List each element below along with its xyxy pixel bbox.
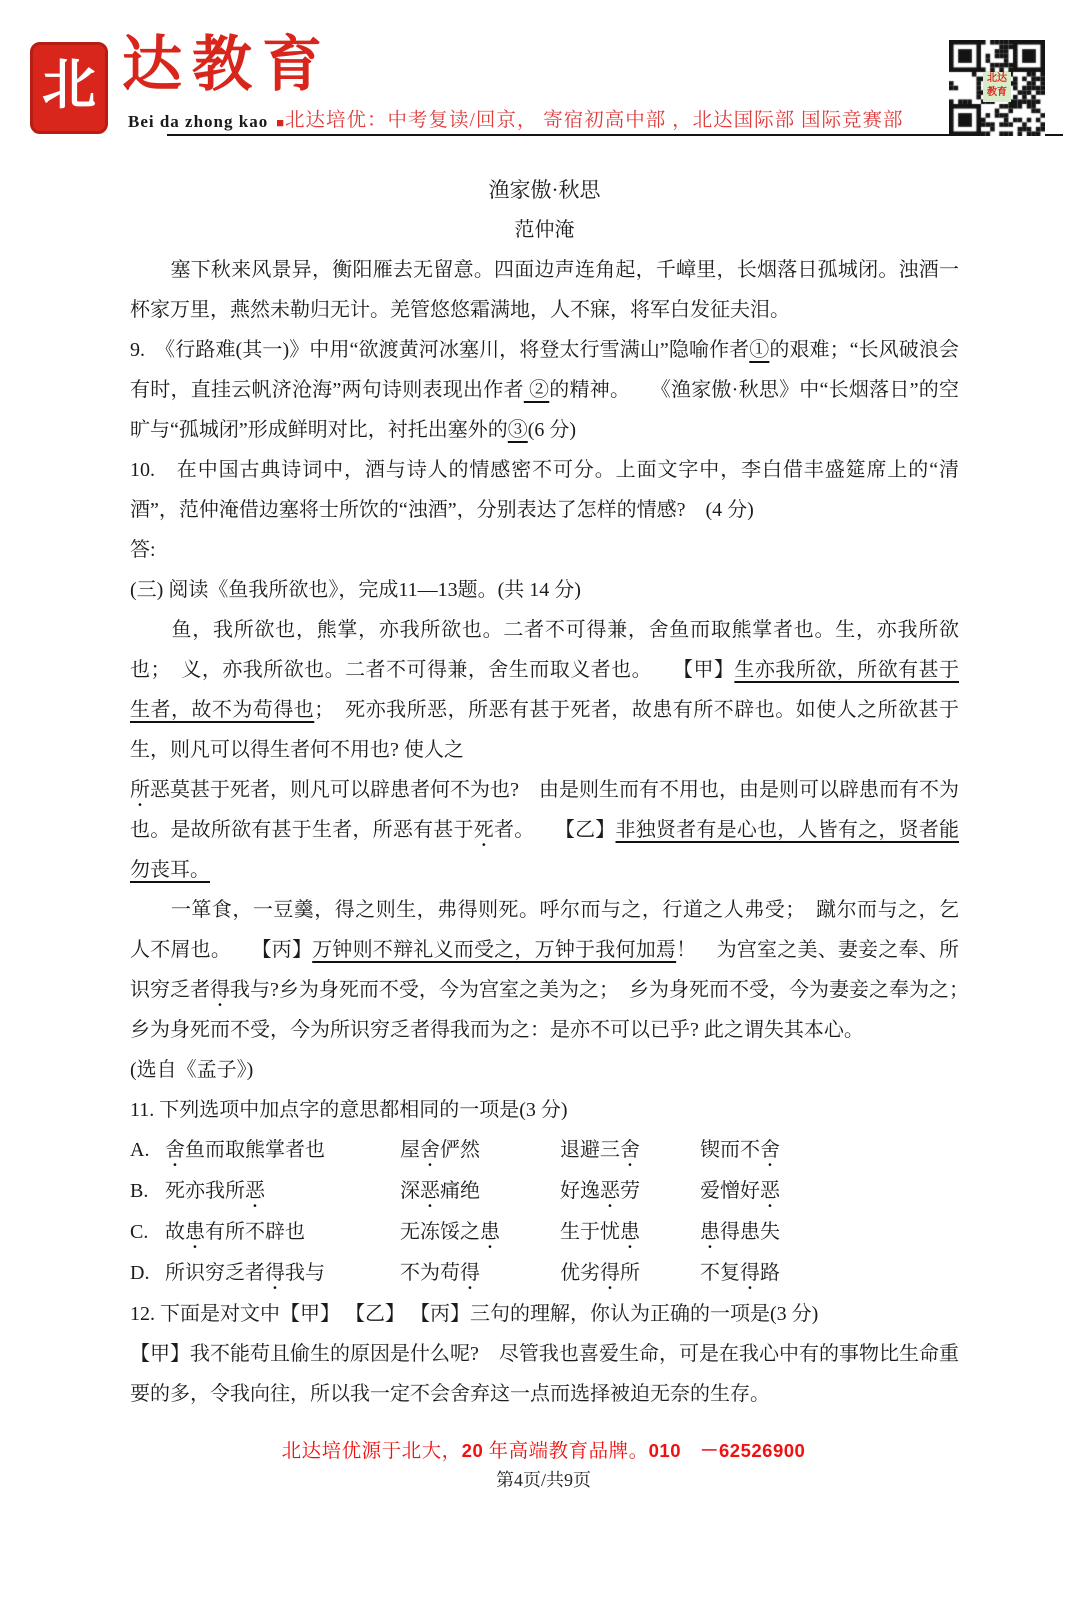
poem-text: 塞下秋来风景异，衡阳雁去无留意。四面边声连角起，千嶂里，长烟落日孤城闭。浊酒一杯家万里，燕然未勒归无计。羌管悠悠霜满地，人不寐，将军白发征夫泪。 bbox=[130, 259, 959, 321]
option-row-b bbox=[130, 1171, 959, 1212]
qr-code bbox=[949, 40, 1045, 136]
passage-paragraph-2: 所恶莫甚于死者，则凡可以辟患者何不为也? 由是则生而有不用也，由是则可以辟患而有不为也。是故所欲有甚于生者，所恶有甚于死者。 【乙】非独贤者有是心也，人皆有之，贤者能勿丧耳。 bbox=[130, 779, 960, 881]
passage-source: (选自《孟子》) bbox=[130, 1059, 254, 1081]
option-phrase: 患得患失 bbox=[700, 1221, 780, 1243]
option-label: A. bbox=[130, 1139, 150, 1161]
footer bbox=[0, 1437, 1087, 1494]
option-label: D. bbox=[130, 1262, 150, 1284]
option-label: C. bbox=[130, 1221, 149, 1243]
question-12: 12. 下面是对文中【甲】 【乙】 【丙】三句的理解，你认为正确的一项是(3 分) bbox=[130, 1303, 819, 1325]
brand-seal-logo: 北 bbox=[30, 42, 108, 134]
option-phrase: 深恶痛绝 bbox=[400, 1180, 480, 1202]
passage-paragraph-1: 鱼，我所欲也，熊掌，亦我所欲也。二者不可得兼，舍鱼而取熊掌者也。生，亦我所欲也； 义，亦我所欲也。二者不可得兼，舍生而取义者也。 【甲】生亦我所欲，所欲有甚于生者，故不为苟得也； 死亦我所恶，所恶有甚于死者，故患有所不辟也。如使人之所欲甚于生，则凡可以得生者何不用也? 使人之 bbox=[130, 619, 960, 761]
answer-label: 答: bbox=[130, 539, 156, 561]
qr-code-center-label: 北达教育 bbox=[983, 72, 1011, 102]
option-row-a bbox=[130, 1130, 959, 1171]
option-phrase: 屋舍俨然 bbox=[400, 1139, 480, 1161]
option-phrase: 退避三舍 bbox=[560, 1139, 640, 1161]
option-phrase: 舍鱼而取熊掌者也 bbox=[165, 1139, 325, 1161]
brand-logo-text: 达教育 bbox=[122, 32, 332, 98]
option-phrase: 优劣得所 bbox=[560, 1262, 640, 1284]
poem-title: 渔家傲·秋思 bbox=[488, 178, 601, 202]
header bbox=[22, 24, 1065, 144]
question-10: 10. 在中国古典诗词中，酒与诗人的情感密不可分。上面文字中，李白借丰盛筵席上的“清酒”，范仲淹借边塞将士所饮的“浊酒”，分别表达了怎样的情感? (4 分) bbox=[130, 459, 959, 521]
passage-paragraph-3: 一箪食，一豆羹，得之则生，弗得则死。呼尔而与之，行道之人弗受； 蹴尔而与之，乞人不屑也。 【丙】万钟则不辩礼义而受之，万钟于我何加焉！ 为宫室之美、妻妾之奉、所识穷乏者得我与?乡为身死而不受，今为宫室之美为之； 乡为身死而不受，今为妻妾之奉为之； 乡为身死而不受，今为所识穷乏者得我而为之：是亦不可以已乎? 此之谓失其本心。 bbox=[130, 899, 980, 1041]
option-phrase: 好逸恶劳 bbox=[560, 1180, 640, 1202]
section-3-heading: (三) 阅读《鱼我所欲也》，完成11—13题。(共 14 分) bbox=[130, 579, 581, 601]
brand-logo-subtext-label: Bei da zhong kao bbox=[128, 112, 269, 131]
question-11: 11. 下列选项中加点字的意思都相同的一项是(3 分) bbox=[130, 1099, 568, 1121]
header-divider bbox=[167, 134, 1063, 136]
option-phrase: 故患有所不辟也 bbox=[165, 1221, 305, 1243]
exam-body bbox=[130, 170, 980, 1414]
option-phrase: 爱憎好恶 bbox=[700, 1180, 780, 1202]
brand-logo-subtext bbox=[128, 112, 285, 132]
option-label: B. bbox=[130, 1180, 149, 1202]
option-phrase: 不为苟得 bbox=[400, 1262, 480, 1284]
brand-square-icon: ■ bbox=[276, 115, 286, 130]
option-row-c bbox=[130, 1212, 959, 1253]
option-phrase: 不复得路 bbox=[700, 1262, 780, 1284]
header-slogan: 北达培优：中考复读/回京， 寄宿初高中部 ，北达国际部 国际竞赛部 bbox=[285, 110, 904, 131]
option-phrase: 锲而不舍 bbox=[700, 1139, 780, 1161]
q12-jia-explanation: 【甲】我不能苟且偷生的原因是什么呢? 尽管我也喜爱生命，可是在我心中有的事物比生命重要的多，令我向往，所以我一定不会舍弃这一点而选择被迫无奈的生存。 bbox=[130, 1343, 959, 1405]
option-row-d bbox=[130, 1253, 959, 1294]
option-phrase: 无冻馁之患 bbox=[400, 1221, 500, 1243]
option-phrase: 所识穷乏者得我与 bbox=[165, 1262, 325, 1284]
option-phrase: 死亦我所恶 bbox=[165, 1180, 265, 1202]
option-phrase: 生于忧患 bbox=[560, 1221, 640, 1243]
question-9: 9. 《行路难(其一)》中用“欲渡黄河冰塞川，将登太行雪满山”隐喻作者①的艰难；“长风破浪会有时，直挂云帆济沧海”两句诗则表现出作者 ②的精神。 《渔家傲·秋思》中“长烟落日”的空旷与“孤城闭”形成鲜明对比，衬托出塞外的③(6 分) bbox=[130, 339, 960, 441]
poem-author: 范仲淹 bbox=[514, 219, 575, 241]
page-number: 第4页/共9页 bbox=[495, 1470, 591, 1490]
footer-slogan: 北达培优源于北大，20 年高端教育品牌。010 －62526900 bbox=[281, 1440, 806, 1462]
